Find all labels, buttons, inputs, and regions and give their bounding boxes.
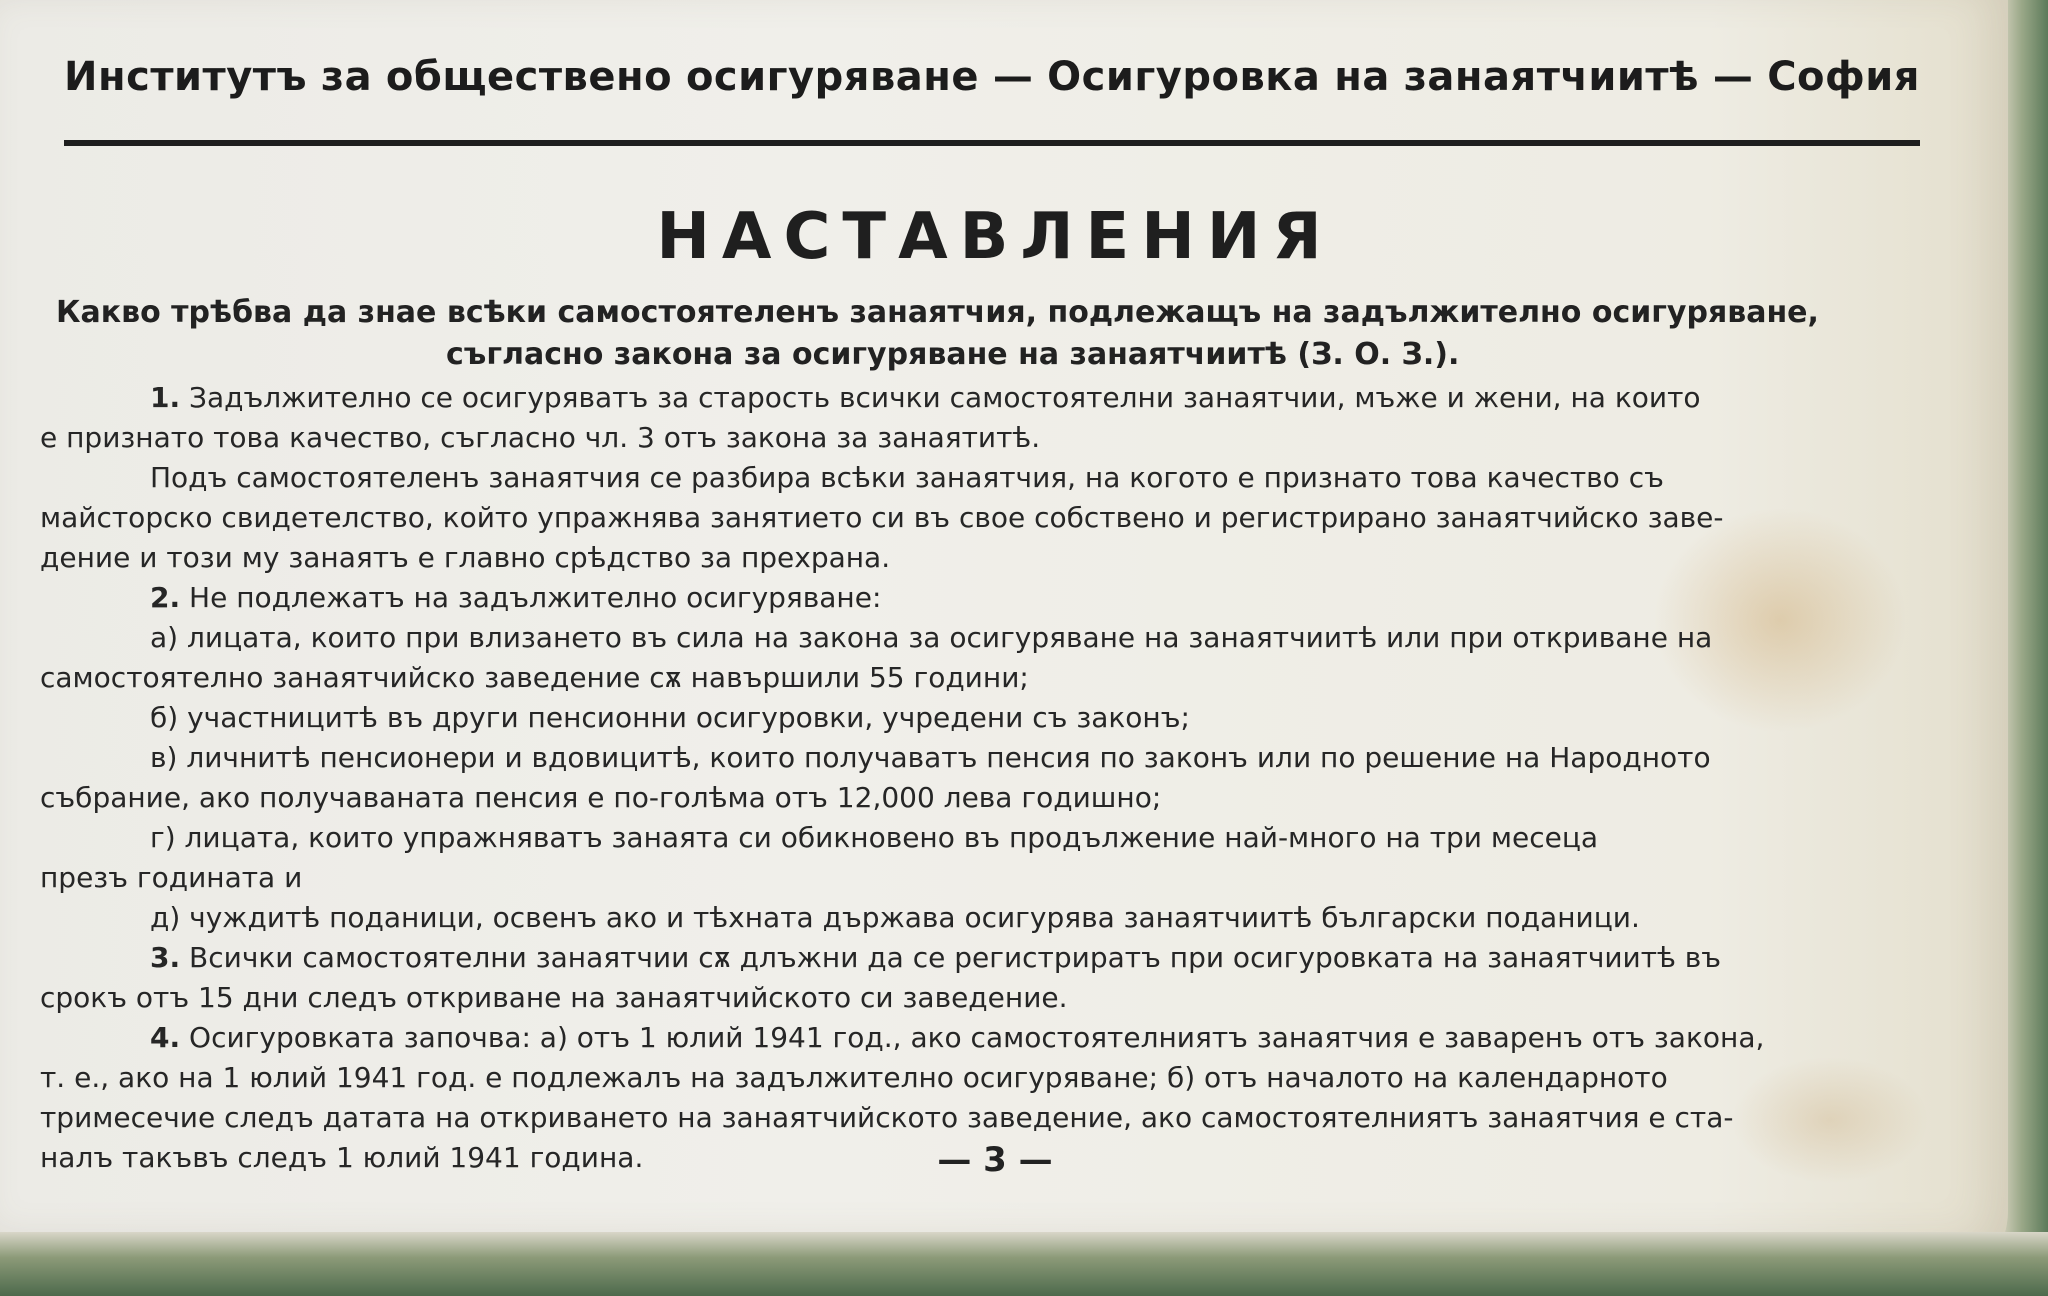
paragraph-line: налъ такъвъ следъ 1 юлий 1941 година. — [40, 1141, 644, 1174]
list-item-line: а) лицата, които при влизането въ сила на закона за осигуряване на занаятчиитѣ или при откриване на — [150, 621, 1713, 654]
header-word: Институтъ — [64, 54, 308, 100]
paragraph-number: 2. — [150, 581, 181, 614]
page-title: НАСТАВЛЕНИЯ — [656, 200, 1334, 274]
paragraph-text: Не подлежатъ на задължително осигуряване: — [189, 581, 882, 614]
paragraph-line: срокъ отъ 15 дни следъ откриване на занаятчийското си заведение. — [40, 981, 1068, 1014]
subtitle-line: Какво трѣбва да знае всѣки самостоятеленъ занаятчия, подлежащъ на задължително осигуряване, — [56, 295, 1819, 330]
list-item-line: събрание, ако получаваната пенсия е по-голѣма отъ 12,000 лева годишно; — [40, 781, 1162, 814]
header-dash: — — [992, 54, 1034, 100]
list-item-line: презъ годината и — [40, 861, 303, 894]
list-item-line: д) чуждитѣ поданици, освенъ ако и тѣхната държава осигурява занаятчиитѣ български поданици. — [150, 901, 1640, 934]
header-dash: — — [1712, 54, 1754, 100]
paragraph-line — [40, 578, 1920, 618]
header-word: осигуряване — [685, 54, 980, 100]
page-header — [64, 40, 1920, 152]
paragraph-line — [40, 378, 1920, 418]
header-word: занаятчиитѣ — [1403, 54, 1700, 100]
page-number: — 3 — — [937, 1140, 1053, 1180]
paragraph-number: 1. — [150, 381, 181, 414]
list-item-line: б) участницитѣ въ други пенсионни осигуровки, учредени съ законъ; — [150, 701, 1190, 734]
paragraph-number: 3. — [150, 941, 181, 974]
header-word: Осигуровка — [1047, 54, 1321, 100]
list-item-line: в) личнитѣ пенсионери и вдовицитѣ, които получаватъ пенсия по законъ или по решение на Народното — [150, 741, 1711, 774]
paragraph-line — [40, 938, 1920, 978]
list-item-line: г) лицата, които упражняватъ занаята си обикновено въ продължение най-много на три месеца — [150, 821, 1599, 854]
header-word: за — [320, 54, 373, 100]
paragraph-line: Подъ самостоятеленъ занаятчия се разбира всѣки занаятчия, на когото е признато това качество съ — [150, 461, 1664, 494]
paragraph-line: дение и този му занаятъ е главно срѣдство за прехрана. — [40, 541, 891, 574]
header-text — [64, 54, 1920, 100]
paragraph-number: 4. — [150, 1021, 181, 1054]
header-word: София — [1767, 54, 1920, 100]
paragraph-line — [40, 1018, 1920, 1058]
subtitle — [56, 292, 1926, 376]
paragraph-text: Задължително се осигуряватъ за старость всички самостоятелни занаятчии, мъже и жени, на които — [189, 381, 1701, 414]
body-text — [40, 378, 1920, 1178]
subtitle-line: съгласно закона за осигуряване на занаятчиитѣ (З. О. З.). — [446, 337, 1460, 372]
paragraph-line: майсторско свидетелство, който упражнява занятието си въ свое собствено и регистрирано занаятчийско заве- — [40, 501, 1724, 534]
header-word: обществено — [385, 54, 673, 100]
header-rule — [64, 140, 1920, 146]
paragraph-line: е признато това качество, съгласно чл. 3 отъ закона за занаятитѣ. — [40, 421, 1041, 454]
book-cover-edge-bottom — [0, 1232, 2048, 1296]
paragraph-line: т. е., ако на 1 юлий 1941 год. е подлежалъ на задължително осигуряване; б) отъ началото на календарното — [40, 1061, 1668, 1094]
list-item-line: самостоятелно занаятчийско заведение сѫ навършили 55 години; — [40, 661, 1029, 694]
header-word: на — [1334, 54, 1390, 100]
paragraph-text: Всички самостоятелни занаятчии сѫ длъжни да се регистриратъ при осигуровката на занаятчиитѣ въ — [189, 941, 1722, 974]
paragraph-line: тримесечие следъ датата на откриването на занаятчийското заведение, ако самостоятелниятъ занаятчия е ста- — [40, 1101, 1734, 1134]
paragraph-text: Осигуровката започва: а) отъ 1 юлий 1941 год., ако самостоятелниятъ занаятчия е заваренъ отъ закона, — [189, 1021, 1765, 1054]
